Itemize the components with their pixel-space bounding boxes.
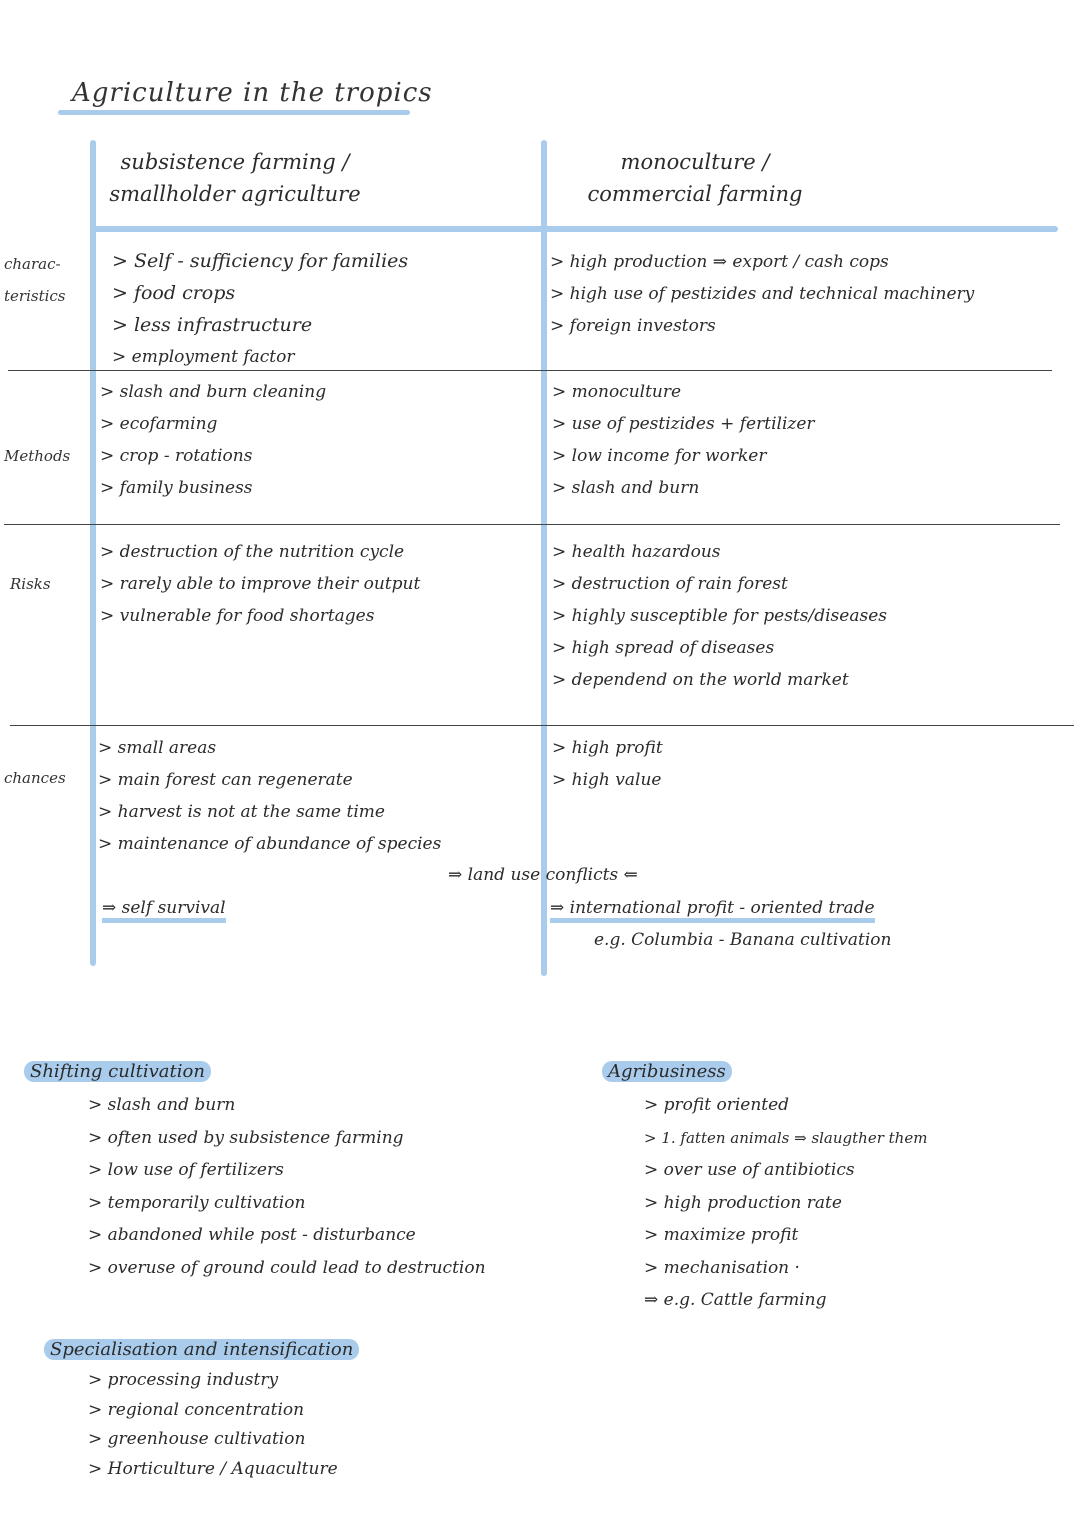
list-item: > high spread of diseases [552, 638, 775, 658]
row-label-methods: Methods [4, 447, 71, 465]
list-item: > high production rate [644, 1192, 842, 1213]
list-item: > use of pestizides + fertilizer [552, 414, 815, 434]
example-columbia: e.g. Columbia - Banana cultivation [594, 930, 892, 950]
self-survival-text: ⇒ self survival [102, 898, 226, 923]
methods-subsistence-list [100, 376, 326, 504]
column-header-subsistence [100, 146, 370, 210]
section-title-text: Shifting cultivation [24, 1061, 211, 1082]
list-item: > monoculture [552, 382, 682, 402]
list-item: ⇒ e.g. Cattle farming [644, 1290, 827, 1310]
methods-commercial-list [552, 376, 815, 504]
column-header-line: commercial farming [587, 182, 803, 206]
list-item: > abandoned while post - disturbance [88, 1225, 416, 1245]
list-item: > high profit [552, 738, 663, 758]
list-item: > low use of fertilizers [88, 1160, 284, 1180]
list-item: > maintenance of abundance of species [98, 834, 442, 854]
row-label-chances: chances [4, 769, 66, 787]
column-header-line: subsistence farming / [120, 150, 350, 174]
table-left-divider [90, 140, 96, 966]
list-item: > Self - sufficiency for families [112, 250, 409, 272]
section-title-text: Specialisation and intensification [44, 1339, 359, 1360]
list-item: > small areas [98, 738, 217, 758]
chances-subsistence-list [98, 732, 441, 860]
list-item: > dependend on the world market [552, 670, 849, 690]
row-divider [4, 524, 1060, 525]
land-use-conflicts: ⇒ land use conflicts ⇐ [448, 865, 638, 885]
self-survival-conclusion [102, 892, 226, 924]
international-trade-conclusion [550, 892, 875, 924]
page-title: Agriculture in the tropics [72, 78, 433, 108]
row-label-line: charac- [4, 255, 61, 273]
risks-commercial-list [552, 536, 887, 696]
international-trade-text: ⇒ international profit - oriented trade [550, 898, 875, 923]
list-item: > 1. fatten animals ⇒ slaugther them [644, 1128, 928, 1147]
header-divider [90, 226, 1058, 232]
row-divider [10, 725, 1074, 726]
list-item: > greenhouse cultivation [88, 1429, 306, 1449]
chances-commercial-list [552, 732, 663, 796]
list-item: > Horticulture / Aquaculture [88, 1458, 338, 1479]
list-item: > vulnerable for food shortages [100, 606, 375, 626]
list-item: > profit oriented [644, 1095, 790, 1115]
title-underline [58, 110, 410, 115]
list-item: > crop - rotations [100, 446, 253, 466]
list-item: > high value [552, 770, 662, 790]
list-item: > highly susceptible for pests/diseases [552, 606, 887, 626]
list-item: > maximize profit [644, 1225, 799, 1245]
list-item: > ecofarming [100, 414, 218, 434]
list-item: > rarely able to improve their output [100, 574, 421, 594]
list-item: > over use of antibiotics [644, 1160, 855, 1180]
specialisation-list [88, 1366, 338, 1484]
list-item: > harvest is not at the same time [98, 802, 385, 822]
column-header-line: monoculture / [620, 150, 770, 174]
list-item: > low income for worker [552, 446, 767, 466]
agribusiness-list [644, 1089, 927, 1317]
list-item: > high use of pestizides and technical machinery [550, 284, 975, 304]
list-item: > slash and burn [552, 478, 700, 498]
list-item: > food crops [112, 282, 236, 304]
list-item: > often used by subsistence farming [88, 1127, 404, 1148]
column-header-commercial [560, 146, 830, 210]
list-item: > foreign investors [550, 316, 716, 336]
row-label-characteristics [4, 248, 66, 312]
column-header-line: smallholder agriculture [109, 182, 361, 206]
row-label-line: teristics [4, 287, 66, 305]
shifting-cultivation-title [24, 1058, 211, 1086]
row-label-risks: Risks [10, 575, 51, 593]
characteristics-commercial-list [550, 246, 974, 342]
list-item: > destruction of rain forest [552, 574, 788, 594]
list-item: > health hazardous [552, 542, 721, 562]
list-item: > destruction of the nutrition cycle [100, 542, 405, 562]
list-item: > regional concentration [88, 1399, 305, 1420]
agribusiness-title [602, 1058, 732, 1086]
list-item: > overuse of ground could lead to destruction [88, 1257, 486, 1278]
list-item: > processing industry [88, 1370, 279, 1390]
list-item: > main forest can regenerate [98, 770, 353, 790]
table-middle-divider [541, 140, 547, 976]
list-item: > high production ⇒ export / cash cops [550, 252, 889, 272]
list-item: > mechanisation · [644, 1257, 800, 1278]
list-item: > temporarily cultivation [88, 1192, 306, 1213]
list-item: > slash and burn [88, 1095, 236, 1115]
list-item: > family business [100, 478, 253, 498]
shifting-cultivation-list [88, 1089, 486, 1284]
specialisation-title [44, 1336, 359, 1364]
risks-subsistence-list [100, 536, 420, 632]
characteristics-subsistence-list [112, 245, 408, 373]
list-item: > less infrastructure [112, 314, 313, 336]
list-item: > slash and burn cleaning [100, 382, 327, 402]
list-item: > employment factor [112, 347, 295, 367]
section-title-text: Agribusiness [602, 1061, 732, 1082]
